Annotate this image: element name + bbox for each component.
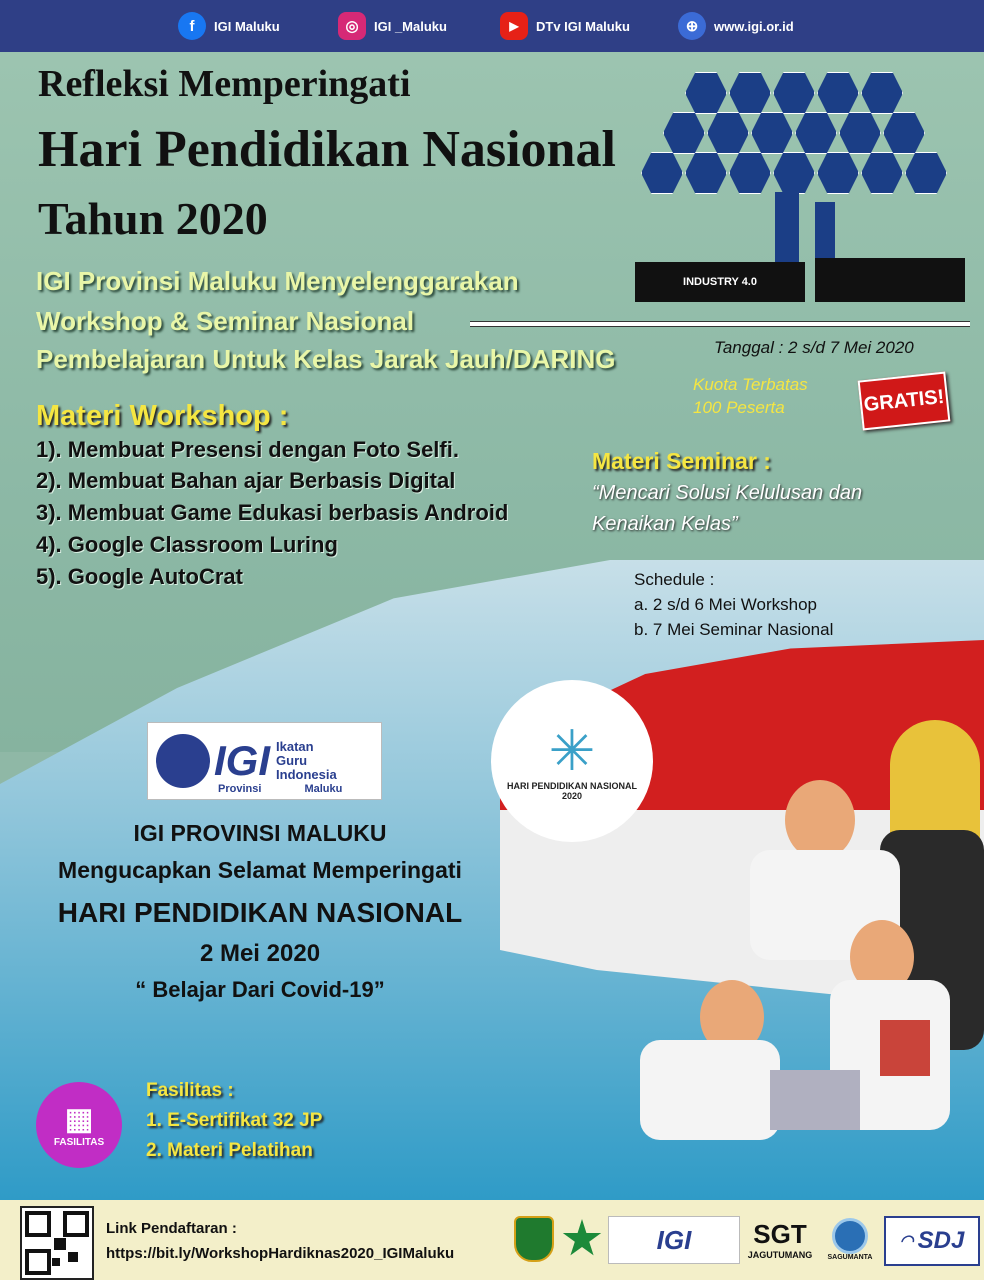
schedule-heading: Schedule : [634,570,715,589]
workshop-item: 2). Membuat Bahan ajar Berbasis Digital [36,468,456,493]
subtitle-line-1: IGI Provinsi Maluku Menyelenggarakan [36,266,519,296]
divider-line [470,321,970,327]
schedule-item: b. 7 Mei Seminar Nasional [634,620,834,639]
instagram-label: IGI _Maluku [374,18,447,34]
youtube-label: DTv IGI Maluku [536,18,630,34]
igi-mark-icon [156,734,210,788]
sgt-jagutumang-logo [742,1216,818,1262]
igi-logo-line: Ikatan [276,739,314,754]
greeting-date: 2 Mei 2020 [199,940,321,967]
subtitle-line-3: Pembelajaran Untuk Kelas Jarak Jauh/DARING [36,344,616,374]
kemenag-logo [560,1216,604,1262]
facilities-item: 1. E-Sertifikat 32 JP [146,1110,323,1131]
youtube-icon: ▶ [500,12,528,40]
social-bar [0,0,984,52]
quota-line-2: 100 Peserta [693,398,785,417]
registration-heading: Link Pendaftaran : [106,1220,237,1237]
quota-info [693,373,808,419]
students-illustration [640,680,984,1200]
title-line-2: Hari Pendidikan Nasional [38,121,616,178]
factory-truck [815,258,965,302]
sgt-mark: SGT [753,1218,807,1249]
free-badge: GRATIS! [858,372,951,431]
title-line-3: Tahun 2020 [38,193,268,244]
facilities-badge [36,1082,122,1168]
instagram-icon: ◎ [338,12,366,40]
industry-graphic [625,62,975,312]
title-line-1: Refleksi Memperingati [38,63,411,105]
igi-footer-mark: IGI [656,1224,692,1255]
event-date: Tanggal : 2 s/d 7 Mei 2020 [714,338,914,357]
igi-logo-line: Indonesia [276,767,337,782]
sagumanta-logo [822,1216,878,1262]
registration-qr-code[interactable] [20,1206,94,1280]
seminar-topic-line-1: “Mencari Solusi Kelulusan dan [592,482,863,504]
instagram-link[interactable] [338,10,447,42]
workshop-item: 3). Membuat Game Edukasi berbasis Android [36,500,509,525]
hardiknas-logo [491,680,653,842]
igi-logo-region: Maluku [304,783,343,795]
greeting-theme: “ Belajar Dari Covid-19” [135,977,385,1002]
hardiknas-symbol-icon: ✳ [548,719,596,782]
sdj-mark: SDJ [917,1227,965,1254]
hardiknas-text-1: HARI PENDIDIKAN NASIONAL [506,781,637,791]
seminar-topic-line-2: Kenaikan Kelas” [592,513,738,535]
website-label: www.igi.or.id [714,18,794,34]
quota-line-1: Kuota Terbatas [693,375,808,394]
subtitle-line-2: Workshop & Seminar Nasional [36,306,415,336]
facilities-item: 2. Materi Pelatihan [146,1140,313,1161]
workshop-item: 1). Membuat Presensi dengan Foto Selfi. [36,437,459,462]
facebook-icon: f [178,12,206,40]
workshop-heading: Materi Workshop : [36,400,289,432]
sgt-label: JAGUTUMANG [747,1249,813,1260]
youtube-link[interactable] [500,10,630,42]
igi-logo-province [218,783,342,795]
hardiknas-text-2: 2020 [561,791,583,801]
industry-truck [635,262,805,302]
facebook-label: IGI Maluku [214,18,280,34]
facilities-heading: Fasilitas : [146,1080,234,1101]
facilities-badge-label: FASILITAS [53,1136,105,1148]
wifi-icon: ◠ [899,1233,914,1250]
maluku-emblem-logo [514,1216,554,1262]
building-microscope-icon: ▦ [64,1102,94,1136]
globe-icon: ⊕ [678,12,706,40]
workshop-item: 4). Google Classroom Luring [36,532,338,557]
igi-maluku-logo [608,1216,740,1264]
igi-logo-line: Guru [276,753,308,768]
greeting-line-1: IGI PROVINSI MALUKU [133,820,387,846]
schedule-item: a. 2 s/d 6 Mei Workshop [634,595,817,614]
registration-link[interactable]: https://bit.ly/WorkshopHardiknas2020_IGIMaluku [106,1245,455,1262]
igi-logo-text [276,740,337,782]
facebook-link[interactable] [178,10,280,42]
igi-logo [147,722,382,800]
workshop-item: 5). Google AutoCrat [36,564,243,589]
seminar-heading: Materi Seminar : [592,448,771,474]
greeting-line-3: HARI PENDIDIKAN NASIONAL [57,897,463,928]
sagumanta-label: SAGUMANTA [827,1253,873,1261]
industry-label: INDUSTRY 4.0 [683,276,757,288]
website-link[interactable] [678,10,794,42]
igi-logo-provinsi: Provinsi [218,783,262,795]
sdj-logo [884,1216,980,1266]
igi-logo-mark: IGI [214,737,271,784]
greeting-line-2: Mengucapkan Selamat Memperingati [58,857,462,883]
